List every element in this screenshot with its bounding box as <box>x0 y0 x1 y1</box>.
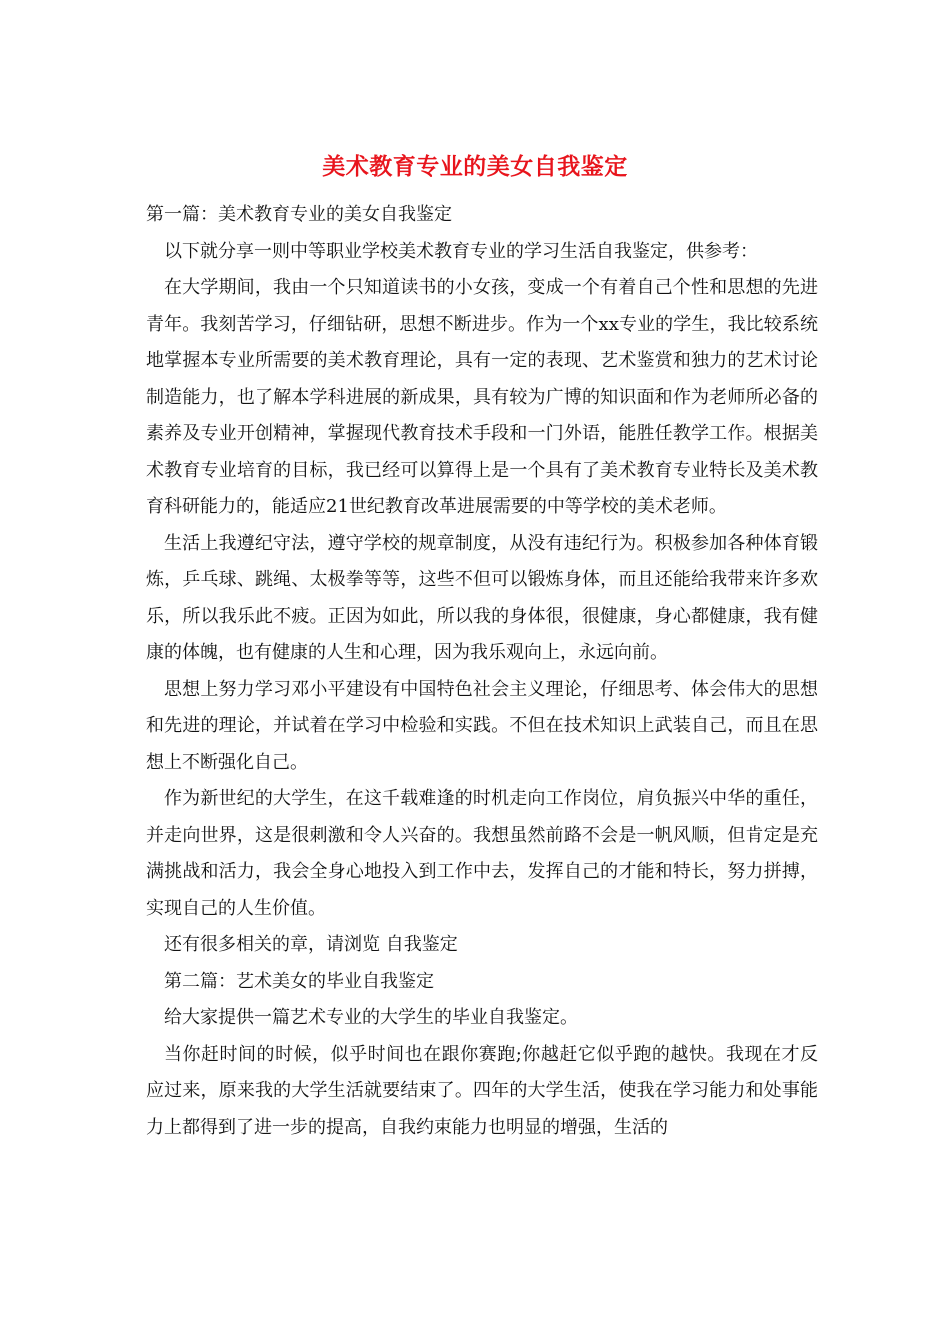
paragraph-thought: 思想上努力学习邓小平建设有中国特色社会主义理论，仔细思考、体会伟大的思想和先进的理论，并试着在学习中检验和实践。不但在技术知识上武装自己，而且在思想上不断强化自己。 <box>146 678 818 773</box>
paragraph-future: 作为新世纪的大学生，在这千载难逢的时机走向工作岗位，肩负振兴中华的重任，并走向世界，这是很刺激和令人兴奋的。我想虽然前路不会是一帆风顺，但肯定是充满挑战和活力，我会全身心地投入到工作中去，发挥自己的才能和特长，努力拼搏，实现自己的人生价值。 <box>146 788 818 919</box>
document-title: 美术教育专业的美女自我鉴定 <box>322 153 628 180</box>
paragraph-intro: 以下就分享一则中等职业学校美术教育专业的学习生活自我鉴定，供参考： <box>164 240 758 262</box>
paragraph-related-link: 还有很多相关的章，请浏览 自我鉴定 <box>164 934 458 955</box>
paragraph-life: 生活上我遵纪守法，遵守学校的规章制度，从没有违纪行为。积极参加各种体育锻炼，乒乓球、跳绳、太极拳等等，这些不但可以锻炼身体，而且还能给我带来许多欢乐，所以我乐此不疲。正因为如此，所以我的身体很，很健康，身心都健康，我有健康的体魄，也有健康的人生和心理，因为我乐观向上，永远向前。 <box>146 532 818 663</box>
paragraph-time: 当你赶时间的时候，似乎时间也在跟你赛跑;你越赶它似乎跑的越快。我现在才反应过来，原来我的大学生活就要结束了。四年的大学生活，使我在学习能力和处事能力上都得到了进一步的提高，自我约束能力也明显的增强，生活的 <box>146 1043 818 1138</box>
section-heading-1: 第一篇：美术教育专业的美女自我鉴定 <box>146 204 452 225</box>
document-body <box>146 197 818 1146</box>
paragraph-intro-2: 给大家提供一篇艺术专业的大学生的毕业自我鉴定。 <box>164 1007 578 1028</box>
section-heading-2: 第二篇：艺术美女的毕业自我鉴定 <box>164 970 434 992</box>
paragraph-study: 在大学期间，我由一个只知道读书的小女孩，变成一个有着自己个性和思想的先进青年。我刻苦学习，仔细钻研，思想不断进步。作为一个xx专业的学生，我比较系统地掌握本专业所需要的美术教育理论，具有一定的表现、艺术鉴赏和独力的艺术讨论制造能力，也了解本学科进展的新成果，具有较为广博的知识面和作为老师所必备的素养及专业开创精神，掌握现代教育技术手段和一门外语，能胜任教学工作。根据美术教育专业培育的目标，我已经可以算得上是一个具有了美术教育专业特长及美术教育科研能力的，能适应21世纪教育改革进展需要的中等学校的美术老师。 <box>146 277 818 517</box>
